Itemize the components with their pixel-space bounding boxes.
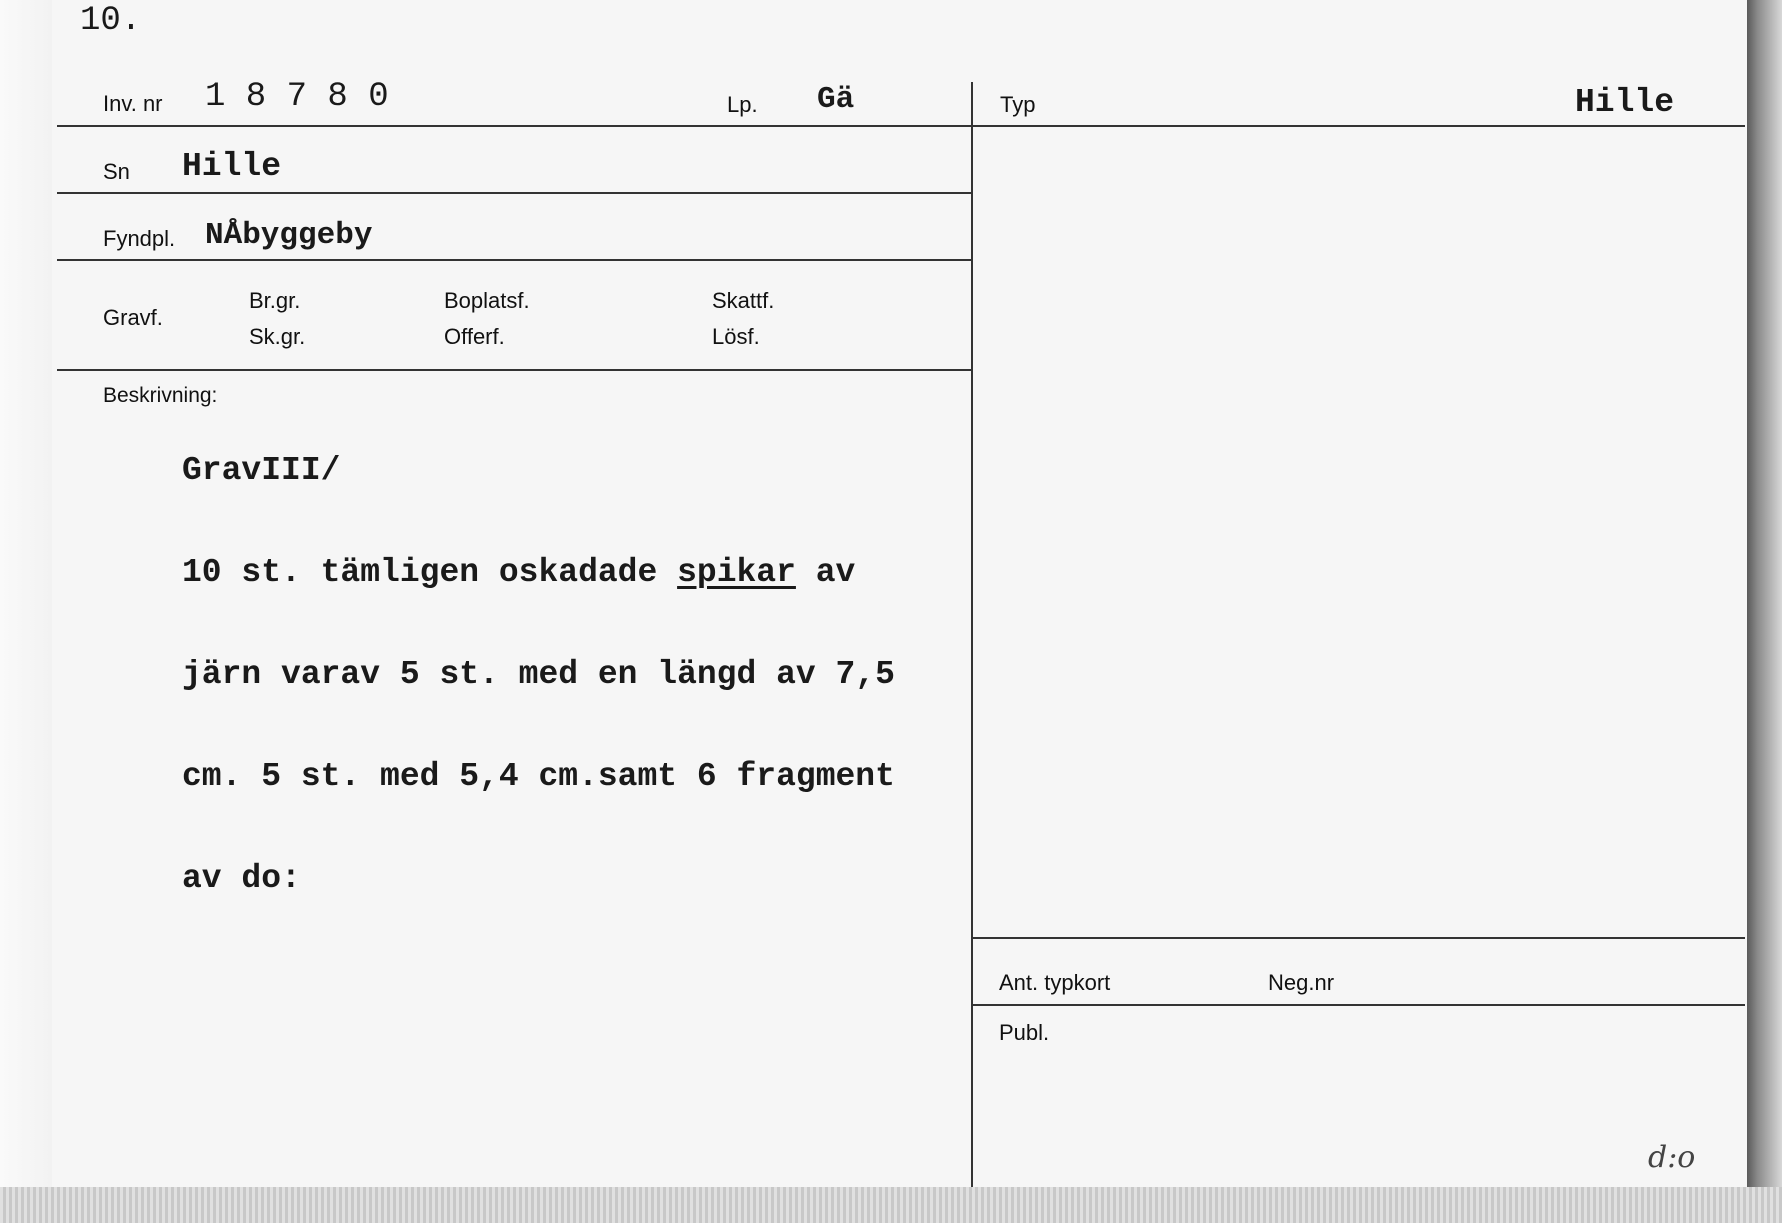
sn-label: Sn (103, 159, 130, 184)
typ-value: Hille (1575, 84, 1675, 121)
losf-label: Lösf. (712, 324, 760, 349)
inv-nr-value: 1 8 7 8 0 (205, 78, 389, 116)
description-line-2b: av (795, 554, 856, 591)
brgr-label: Br.gr. (249, 288, 301, 313)
description-line-2a: 10 st. tämligen oskadade (182, 554, 678, 591)
row-rule-sn (57, 192, 971, 194)
typ-label: Typ (1000, 92, 1036, 117)
gravf-label: Gravf. (103, 305, 163, 330)
card-bottom-edge (0, 1187, 1782, 1223)
skgr-label: Sk.gr. (249, 324, 306, 349)
offerf-label: Offerf. (444, 324, 505, 349)
card-number: 10. (80, 2, 142, 40)
handwritten-note: d:o (1648, 1140, 1696, 1175)
publ-label: Publ. (999, 1020, 1050, 1045)
column-divider (971, 82, 973, 1187)
row-rule-fyndpl (57, 259, 971, 261)
description-text (182, 386, 895, 930)
card-edge-shadow (1747, 0, 1782, 1223)
description-underlined-word: spikar (677, 554, 796, 591)
sn-value: Hille (182, 148, 282, 185)
description-line-3: järn varav 5 st. med en längd av 7,5 (182, 656, 895, 693)
description-line-4: cm. 5 st. med 5,4 cm.samt 6 fragment (182, 758, 895, 795)
inv-nr-label: Inv. nr (103, 91, 163, 116)
row-rule-publ (973, 1004, 1745, 1006)
row-rule-gravf (57, 369, 971, 371)
row-rule-inv (57, 125, 971, 127)
description-line-5: av do: (182, 860, 301, 897)
row-rule-typ (973, 125, 1745, 127)
lp-label: Lp. (727, 92, 758, 117)
fyndpl-value: NÅbyggeby (205, 218, 373, 253)
fyndpl-label: Fyndpl. (103, 226, 176, 251)
row-rule-ant-typkort (973, 937, 1745, 939)
skattf-label: Skattf. (712, 288, 775, 313)
neg-nr-label: Neg.nr (1268, 970, 1335, 995)
beskrivning-label: Beskrivning: (103, 384, 218, 407)
description-line-2 (182, 556, 895, 590)
description-line-1: GravIII/ (182, 452, 341, 489)
lp-value: Gä (817, 82, 855, 117)
boplatsf-label: Boplatsf. (444, 288, 530, 313)
card-left-margin (0, 0, 52, 1187)
ant-typkort-label: Ant. typkort (999, 970, 1111, 995)
